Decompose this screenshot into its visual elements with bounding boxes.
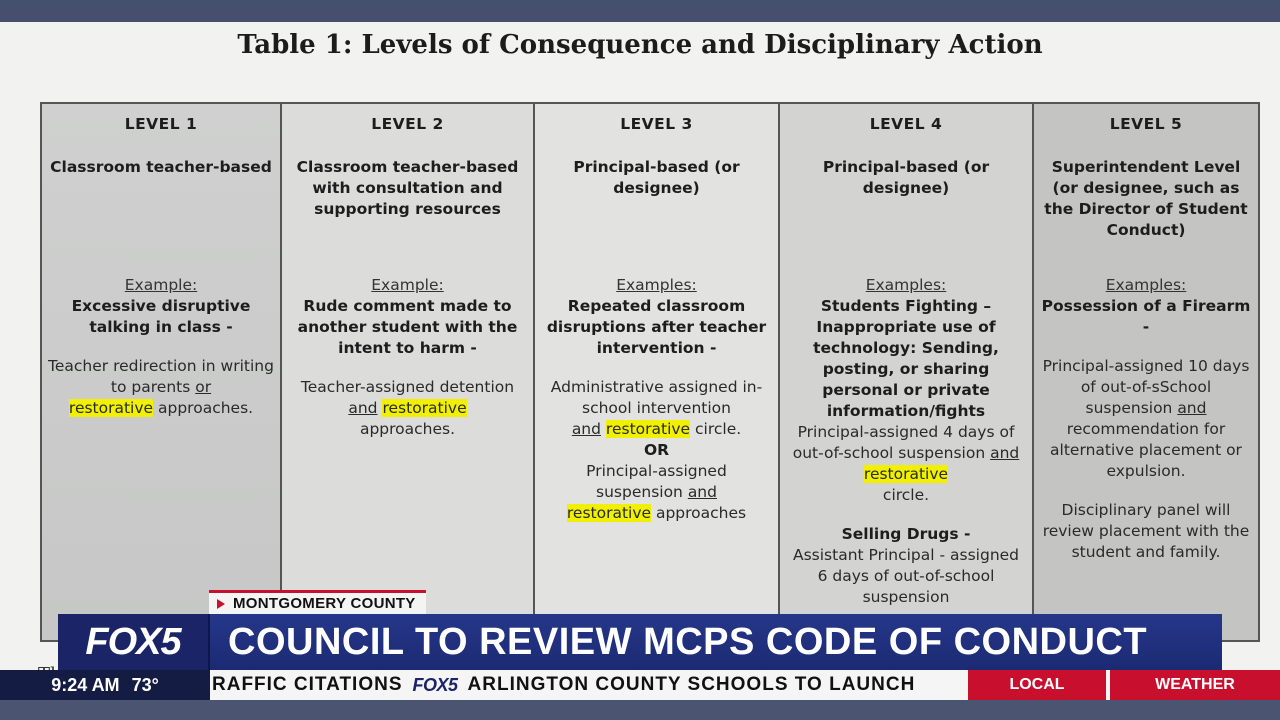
level-basis: Principal-based (or designee) bbox=[822, 158, 990, 197]
level-heading: LEVEL 2 bbox=[371, 115, 444, 133]
action-and: and bbox=[990, 444, 1020, 462]
action-text-part: approaches. bbox=[153, 399, 254, 417]
bottom-strip bbox=[0, 700, 1280, 720]
level-basis: Classroom teacher-based bbox=[50, 158, 272, 176]
action-text-part: Principal-assigned suspension bbox=[586, 462, 727, 501]
action-text-part: recommendation for alternative placement or expulsion. bbox=[1050, 420, 1242, 480]
example-label: Examples: bbox=[1105, 276, 1187, 294]
highlighted-word: restorative bbox=[863, 465, 949, 483]
clock-time: 9:24 AM bbox=[51, 674, 120, 695]
example-text: Excessive disruptive talking in class - bbox=[71, 297, 251, 336]
county-tag bbox=[209, 590, 426, 614]
level-4-column bbox=[780, 104, 1034, 640]
time-temp-box bbox=[0, 670, 210, 700]
highlighted-word: restorative bbox=[566, 504, 652, 522]
action-text-part: Principal-assigned 4 days of out-of-school suspension bbox=[792, 423, 1015, 462]
example-label: Example: bbox=[371, 276, 444, 294]
county-label: MONTGOMERY COUNTY bbox=[233, 595, 416, 612]
example-label: Examples: bbox=[865, 276, 947, 294]
level-heading: LEVEL 5 bbox=[1109, 115, 1183, 133]
tab-local: LOCAL bbox=[968, 670, 1106, 700]
action-text-2: Disciplinary panel will review placement with the student and family. bbox=[1042, 501, 1250, 561]
fox5-logo bbox=[58, 614, 210, 670]
action-and: and bbox=[1177, 399, 1207, 417]
action-text-part: circle. bbox=[690, 420, 742, 438]
level-basis: Superintendent Level (or designee, such as the Director of Student Conduct) bbox=[1044, 158, 1248, 239]
action-text-part: Teacher redirection in writing to parents bbox=[48, 357, 274, 396]
level-heading: LEVEL 4 bbox=[869, 115, 943, 133]
ticker-text-2: ARLINGTON COUNTY SCHOOLS TO LAUNCH bbox=[467, 674, 916, 695]
table-title: Table 1: Levels of Consequence and Disciplinary Action bbox=[237, 30, 1043, 60]
action-and: and bbox=[687, 483, 717, 501]
highlighted-word: restorative bbox=[605, 420, 691, 438]
level-2-column bbox=[282, 104, 535, 640]
consequence-table bbox=[40, 102, 1260, 642]
action-text-2 bbox=[541, 461, 772, 524]
news-ticker bbox=[210, 670, 968, 700]
level-basis: Classroom teacher-based with consultation and supporting resources bbox=[296, 158, 519, 218]
level-5-column bbox=[1034, 104, 1258, 640]
example-text: Rude comment made to another student with the intent to harm - bbox=[297, 297, 518, 357]
temperature: 73° bbox=[131, 674, 159, 695]
action-text-2: Assistant Principal - assigned 6 days of out-of-school suspension bbox=[792, 546, 1020, 606]
action-and: and bbox=[571, 420, 601, 438]
ticker-bar bbox=[0, 670, 1280, 700]
action-and: and bbox=[348, 399, 378, 417]
level-3-column bbox=[535, 104, 780, 640]
action-text bbox=[48, 356, 274, 419]
headline-text: COUNCIL TO REVIEW MCPS CODE OF CONDUCT bbox=[228, 620, 1148, 663]
headline-bar bbox=[58, 614, 1222, 670]
example-text-2: Selling Drugs - bbox=[841, 525, 971, 543]
level-heading: LEVEL 1 bbox=[124, 115, 198, 133]
example-text: Students Fighting – Inappropriate use of technology: Sending, posting, or sharing personal or private information/fights bbox=[813, 297, 999, 420]
action-text-part: circle. bbox=[882, 486, 930, 504]
tab-weather: WEATHER bbox=[1110, 670, 1280, 700]
action-text bbox=[1040, 356, 1252, 482]
highlighted-word: restorative bbox=[382, 399, 467, 417]
level-basis: Principal-based (or designee) bbox=[573, 158, 740, 197]
example-label: Examples: bbox=[616, 276, 697, 294]
level-heading: LEVEL 3 bbox=[620, 115, 693, 133]
play-triangle-icon bbox=[217, 599, 225, 609]
action-text-part: approaches bbox=[651, 504, 747, 522]
action-text bbox=[541, 377, 772, 440]
action-text-part: Principal-assigned 10 days of out-of-sSchool suspension bbox=[1042, 357, 1250, 417]
example-text: Possession of a Firearm - bbox=[1041, 297, 1251, 336]
fox5-mini-logo: FOX5 bbox=[412, 674, 458, 695]
action-text-part: approaches. bbox=[359, 420, 456, 438]
action-or: or bbox=[195, 378, 212, 396]
action-text-part: Teacher-assigned detention bbox=[300, 378, 515, 396]
fox5-logo-text: FOX5 bbox=[85, 620, 181, 663]
action-text bbox=[786, 422, 1026, 506]
ticker-text: RAFFIC CITATIONS bbox=[212, 674, 403, 695]
level-1-column bbox=[42, 104, 282, 640]
action-text bbox=[288, 377, 527, 440]
highlighted-word: restorative bbox=[68, 399, 154, 417]
example-text: Repeated classroom disruptions after teacher intervention - bbox=[546, 297, 767, 357]
or-divider: OR bbox=[643, 441, 670, 459]
action-text-part: Administrative assigned in-school intervention bbox=[550, 378, 763, 417]
example-label: Example: bbox=[124, 276, 198, 294]
